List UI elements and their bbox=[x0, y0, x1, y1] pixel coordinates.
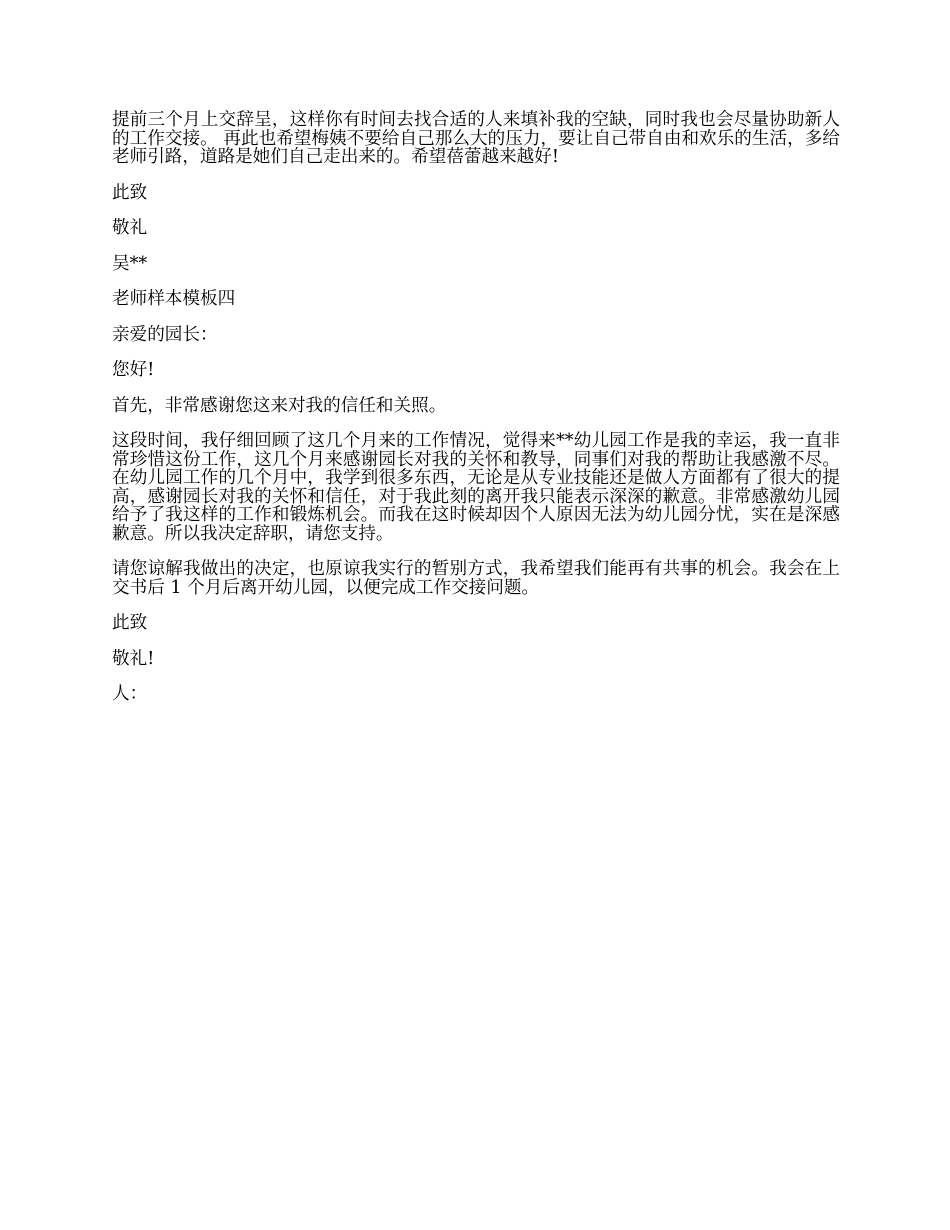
closing-regards-2: 敬礼! bbox=[112, 648, 155, 669]
signature-label: 人： bbox=[112, 684, 148, 704]
letter-hello: 您好! bbox=[112, 360, 155, 380]
document-body bbox=[112, 111, 840, 721]
closing-salutation-2: 此致 bbox=[112, 613, 148, 633]
paragraph-understanding: 请您谅解我做出的决定，也原谅我实行的暂别方式，我希望我们能再有共事的机会。我会在上交书后 1 个月后离开幼儿园，以便完成工作交接问题。 bbox=[112, 559, 840, 598]
closing-regards: 敬礼 bbox=[112, 218, 148, 238]
closing-salutation: 此致 bbox=[112, 182, 148, 203]
paragraph-resignation-notice: 提前三个月上交辞呈，这样你有时间去找合适的人来填补我的空缺，同时我也会尽量协助新人的工作交接。 再此也希望梅姨不要给自己那么大的压力，要让自己带自由和欢乐的生活，多给老师引路，道路是她们自己走出来的。希望蓓蕾越来越好! bbox=[112, 110, 840, 167]
paragraph-reflection: 这段时间，我仔细回顾了这几个月来的工作情况，觉得来**幼儿园工作是我的幸运，我一直非常珍惜这份工作，这几个月来感谢园长对我的关怀和教导，同事们对我的帮助让我感激不尽。在幼儿园工作的几个月中，我学到很多东西，无论是从专业技能还是做人方面都有了很大的提高，感谢园长对我的关怀和信任，对于我此刻的离开我只能表示深深的歉意。非常感激幼儿园给予了我这样的工作和锻炼机会。而我在这时候却因个人原因无法为幼儿园分忧，实在是深感歉意。所以我决定辞职，请您支持。 bbox=[112, 431, 840, 544]
letter-greeting: 亲爱的园长： bbox=[112, 324, 218, 345]
signature-name: 吴** bbox=[112, 253, 148, 274]
section-heading: 老师样本模板四 bbox=[112, 289, 236, 309]
paragraph-thanks: 首先，非常感谢您这来对我的信任和关照。 bbox=[112, 395, 447, 416]
